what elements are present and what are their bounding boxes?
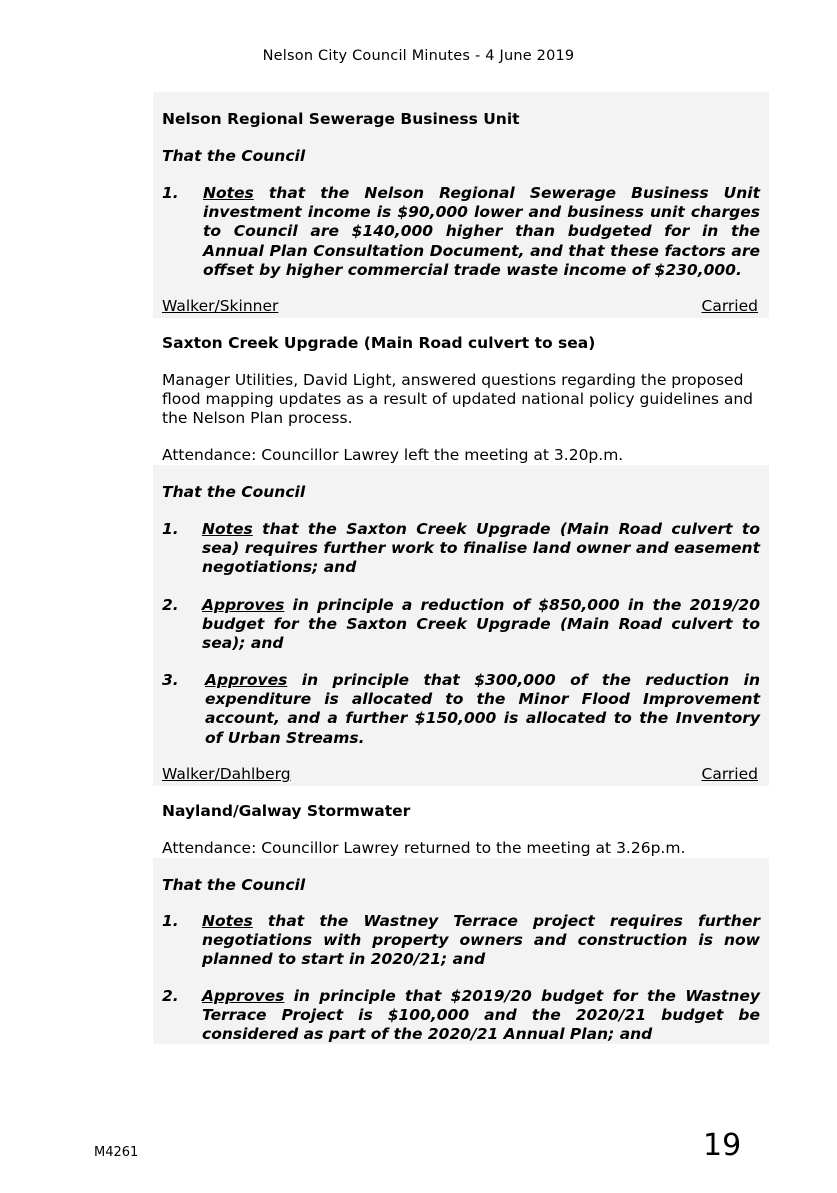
attendance-note: Attendance: Councillor Lawrey left the meeting at 3.20p.m.: [162, 446, 624, 464]
mover-line: [162, 297, 758, 316]
mover-names: Walker/Skinner: [162, 297, 279, 315]
item-number: 1.: [162, 912, 179, 930]
item-text: that the Nelson Regional Sewerage Business Unit investment income is $90,000 lower and business unit charges to Council are $140,000 higher than budgeted for in the Annual Plan Consultation Document, and that these factors are offset by higher commercial trade waste income of $230,000.: [203, 184, 760, 279]
item-number: 3.: [162, 671, 179, 689]
resolution-item: [162, 671, 760, 748]
mover-names: Walker/Dahlberg: [162, 765, 291, 783]
section-title-saxton: Saxton Creek Upgrade (Main Road culvert to sea): [162, 334, 596, 352]
motion-result: Carried: [701, 297, 758, 315]
resolution-item: [162, 596, 760, 654]
item-number: 1.: [162, 184, 179, 202]
item-verb: Approves: [202, 987, 285, 1005]
item-verb: Notes: [202, 520, 253, 538]
resolution-item: [162, 520, 760, 578]
section-body-text: Manager Utilities, David Light, answered questions regarding the proposed flood mapping updates as a result of updated national policy guidelines and the Nelson Plan process.: [162, 371, 754, 428]
item-number: 2.: [162, 596, 179, 614]
page-number: 19: [703, 1128, 742, 1163]
item-text: in principle that $300,000 of the reduction in expenditure is allocated to the Minor Flood Improvement account, and a further $150,000 is allocated to the Inventory of Urban Streams.: [205, 671, 760, 747]
resolved-heading: That the Council: [162, 876, 306, 894]
resolved-heading: That the Council: [162, 147, 306, 165]
attendance-note: Attendance: Councillor Lawrey returned to the meeting at 3.26p.m.: [162, 839, 686, 857]
item-text: in principle a reduction of $850,000 in the 2019/20 budget for the Saxton Creek Upgrade (Main Road culvert to sea); and: [202, 596, 760, 653]
item-number: 2.: [162, 987, 179, 1005]
item-text: that the Saxton Creek Upgrade (Main Road culvert to sea) requires further work to finalise land owner and easement negotiations; and: [202, 520, 760, 577]
item-verb: Approves: [202, 596, 285, 614]
item-number: 1.: [162, 520, 179, 538]
section-title-sewerage: Nelson Regional Sewerage Business Unit: [162, 110, 520, 128]
page-header: Nelson City Council Minutes - 4 June 2019: [262, 48, 575, 64]
item-verb: Notes: [202, 912, 253, 930]
item-text: in principle that $2019/20 budget for the Wastney Terrace Project is $100,000 and the 2020/21 budget be considered as part of the 2020/21 Annual Plan; and: [202, 987, 760, 1044]
item-verb: Notes: [203, 184, 254, 202]
resolution-item: [162, 912, 760, 970]
resolution-item: [162, 987, 760, 1045]
resolution-item: [162, 184, 760, 280]
section-title-nayland: Nayland/Galway Stormwater: [162, 802, 411, 820]
motion-result: Carried: [701, 765, 758, 783]
mover-line: [162, 765, 758, 784]
document-code: M4261: [94, 1145, 139, 1160]
item-verb: Approves: [205, 671, 288, 689]
resolved-heading: That the Council: [162, 483, 306, 501]
item-text: that the Wastney Terrace project requires further negotiations with property owners and construction is now planned to start in 2020/21; and: [202, 912, 760, 969]
